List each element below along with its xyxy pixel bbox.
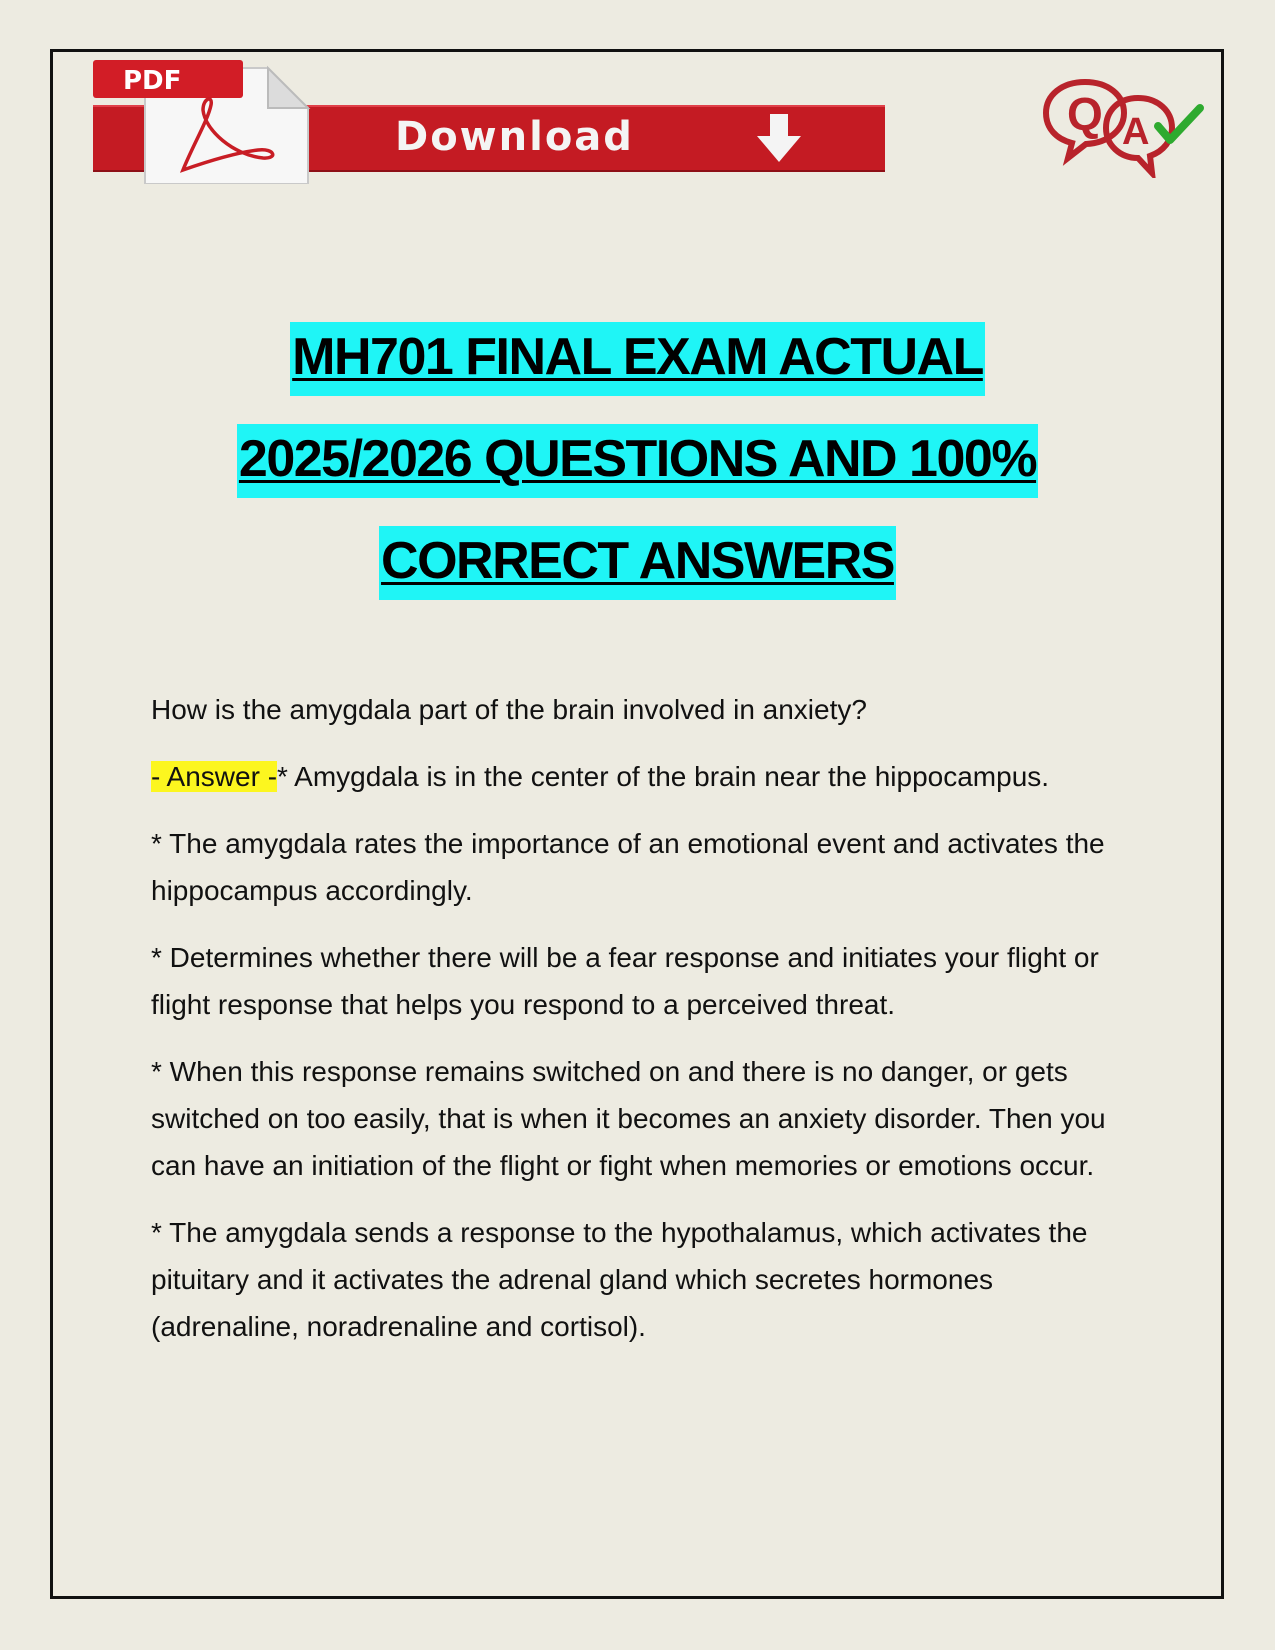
answer-first-text: * Amygdala is in the center of the brain near the hippocampus. bbox=[277, 761, 1050, 792]
title-line-3 bbox=[60, 510, 1215, 612]
title-line-1 bbox=[60, 306, 1215, 408]
answer-tag: - Answer - bbox=[151, 761, 278, 792]
answer-paragraph bbox=[151, 753, 1141, 800]
title-text-2: 2025/2026 QUESTIONS AND 100% bbox=[237, 424, 1038, 498]
answer-point: * The amygdala rates the importance of an emotional event and activates the hippocampus accordingly. bbox=[151, 828, 1105, 906]
qa-content bbox=[151, 686, 1141, 1370]
qa-logo-icon bbox=[1040, 78, 1210, 178]
download-arrow-icon bbox=[755, 114, 803, 164]
pdf-file-icon bbox=[93, 60, 318, 184]
pdf-download-banner[interactable] bbox=[93, 60, 885, 184]
title-text-3: CORRECT ANSWERS bbox=[379, 526, 896, 600]
a-letter: A bbox=[1122, 111, 1150, 153]
title-text-1: MH701 FINAL EXAM ACTUAL bbox=[290, 322, 985, 396]
question-text: How is the amygdala part of the brain involved in anxiety? bbox=[151, 694, 867, 725]
answer-point: * The amygdala sends a response to the hypothalamus, which activates the pituitary and it activates the adrenal gland which secretes hormones (adrenaline, noradrenaline and cortisol). bbox=[151, 1217, 1088, 1342]
pdf-label: PDF bbox=[123, 66, 182, 96]
title-line-2 bbox=[60, 408, 1215, 510]
download-label: Download bbox=[395, 114, 634, 160]
answer-point: * Determines whether there will be a fear response and initiates your flight or flight response that helps you respond to a perceived threat. bbox=[151, 942, 1099, 1020]
document-title bbox=[60, 306, 1215, 612]
q-letter: Q bbox=[1067, 88, 1103, 140]
answer-point: * When this response remains switched on and there is no danger, or gets switched on too easily, that is when it becomes an anxiety disorder. Then you can have an initiation of the flight or fight when memories or emotions occur. bbox=[151, 1056, 1106, 1181]
